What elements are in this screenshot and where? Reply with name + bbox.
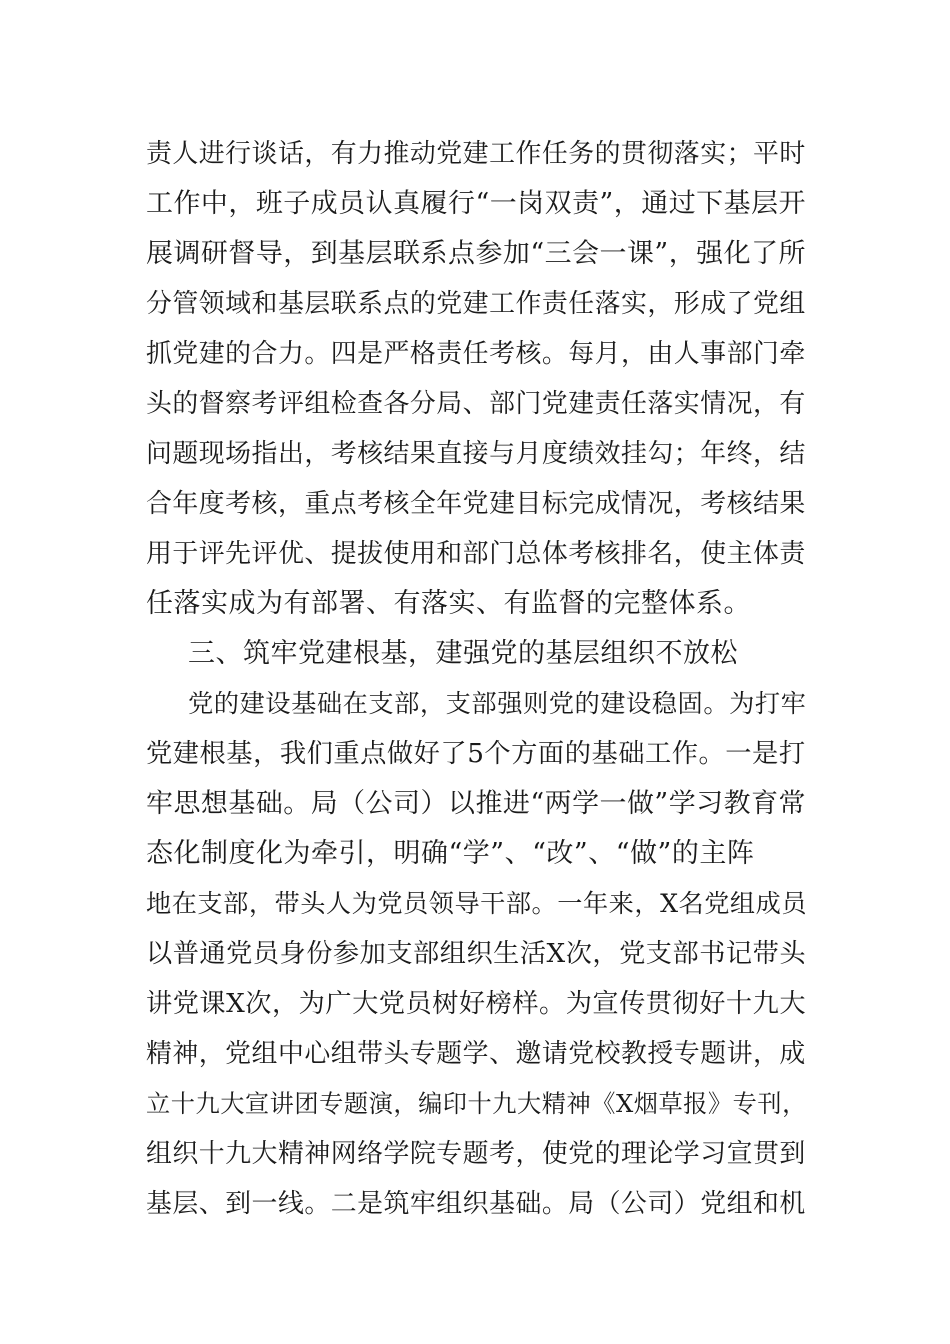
text-line: 牢思想基础。局（公司）以推进“两学一做”学习教育常 xyxy=(146,788,806,819)
text-line: 用于评先评优、提拔使用和部门总体考核排名，使主体责 xyxy=(146,539,806,569)
text-line: 组织十九大精神网络学院专题考，使党的理论学习宣贯到 xyxy=(146,1139,806,1169)
text-line: 立十九大宣讲团专题演，编印十九大精神《X烟草报》专刊， xyxy=(146,1089,807,1118)
text-line: 以普通党员身份参加支部组织生活X次，党支部书记带头 xyxy=(146,939,807,969)
text-line: 责人进行谈话，有力推动党建工作任务的贯彻落实；平时 xyxy=(146,139,806,169)
text-line: 讲党课X次，为广大党员树好榜样。为宣传贯彻好十九大 xyxy=(146,989,807,1019)
text-line: 党建根基，我们重点做好了5个方面的基础工作。一是打 xyxy=(146,739,806,769)
text-line: 工作中，班子成员认真履行“一岗双责”，通过下基层开 xyxy=(146,188,806,219)
paragraph-start-line: 党的建设基础在支部，支部强则党的建设稳固。为打牢 xyxy=(188,689,807,718)
text-line: 头的督察考评组检查各分局、部门党建责任落实情况，有 xyxy=(146,389,806,419)
text-line: 任落实成为有部署、有落实、有监督的完整体系。 xyxy=(146,588,751,619)
text-line: 地在支部，带头人为党员领导干部。一年来，X名党组成员 xyxy=(146,889,808,918)
section-heading: 三、筑牢党建根基，建强党的基层组织不放松 xyxy=(188,638,738,669)
text-line: 抓党建的合力。四是严格责任考核。每月，由人事部门牵 xyxy=(146,339,806,369)
text-line: 态化制度化为牵引，明确“学”、“改”、“做”的主阵 xyxy=(146,838,755,869)
text-line: 精神，党组中心组带头专题学、邀请党校教授专题讲，成 xyxy=(146,1039,806,1069)
text-line: 问题现场指出，考核结果直接与月度绩效挂勾；年终，结 xyxy=(146,439,806,469)
text-line: 展调研督导，到基层联系点参加“三会一课”，强化了所 xyxy=(146,238,806,269)
text-line: 合年度考核，重点考核全年党建目标完成情况，考核结果 xyxy=(146,489,806,519)
text-line: 分管领域和基层联系点的党建工作责任落实，形成了党组 xyxy=(146,289,806,319)
text-line: 基层、到一线。二是筑牢组织基础。局（公司）党组和机 xyxy=(146,1189,806,1219)
